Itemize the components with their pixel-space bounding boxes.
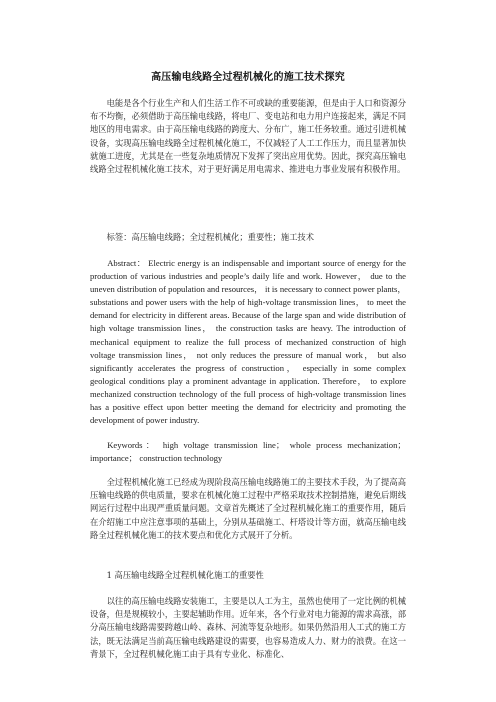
english-abstract [90, 257, 406, 427]
english-keywords [90, 439, 406, 465]
chinese-keywords [90, 231, 406, 244]
english-keywords-text: Keywords： high voltage transmission line； whole process mechanization； importance； construction technology [90, 440, 406, 464]
paper-title: 高压输电线路全过程机械化的施工技术探究 [151, 72, 345, 83]
introduction [90, 476, 406, 542]
chinese-abstract-text: 电能是各个行业生产和人们生活工作不可或缺的重要能源，但是由于人口和资源分布不均衡，必须借助于高压输电线路，将电厂、变电站和电力用户连接起来，满足不同地区的用电需求。由于高压输电线路的跨度大、分布广，施工任务较重。通过引进机械设备，实现高压输电线路全过程机械化施工，不仅减轻了人工工作压力，而且显著加快就施工进度，尤其是在一些复杂地质情况下发挥了突出应用优势。因此，探究高压输电线路全过程机械化施工技术，对于更好满足用电需求、推进电力事业发展有积极作用。 [90, 98, 406, 175]
section-heading-text: 1 高压输电线路全过程机械化施工的重要性 [106, 570, 264, 580]
section-heading [90, 569, 406, 582]
english-abstract-text: Abstract： Electric energy is an indispensable and important source of energy for the production of various industries and people’s daily life and work. However， due to the uneven distribution of population and resources， it is necessary to connect power plants， substations and power users with the help of high-voltage transmission lines， to meet the demand for electricity in different areas. Because of the large span and wide distribution of high voltage transmission lines， the construction tasks are heavy. The introduction of mechanical equipment to realize the full process of mechanized construction of high voltage transmission lines， not only reduces the pressure of manual work， but also significantly accelerates the progress of construction， especially in some complex geological conditions play a prominent advantage in application. Therefore， to explore mechanized construction technology of the full process of high-voltage transmission lines has a positive effect upon better meeting the demand for electricity and promoting the development of power industry. [90, 258, 406, 426]
section-body [90, 595, 406, 661]
introduction-text: 全过程机械化施工已经成为现阶段高压输电线路施工的主要技术手段，为了提高高压输电线路的供电质量，要求在机械化施工过程中严格采取技术控制措施，避免后期线网运行过程中出现严重质量问题。文章首先概述了全过程机械化施工的重要作用，随后在介绍施工中应注意事项的基础上，分别从基础施工、杆塔设计等方面，就高压输电线路全过程机械化施工的技术要点和优化方式展开了分析。 [90, 477, 406, 540]
chinese-abstract [90, 97, 406, 176]
chinese-keywords-text: 标签：高压输电线路；全过程机械化；重要性；施工技术 [106, 232, 315, 242]
section-body-text: 以往的高压输电线路安装施工，主要是以人工为主，虽然也使用了一定比例的机械设备，但是规模较小，主要起辅助作用。近年来，各个行业对电力能源的需求高涨，部分高压输电线路需要跨越山岭、森林、河流等复杂地形。如果仍然沿用人工式的施工方法，既无法满足当前高压输电线路建设的需要，也容易造成人力、财力的浪费。在这一背景下，全过程机械化施工由于具有专业化、标准化、 [90, 596, 406, 659]
